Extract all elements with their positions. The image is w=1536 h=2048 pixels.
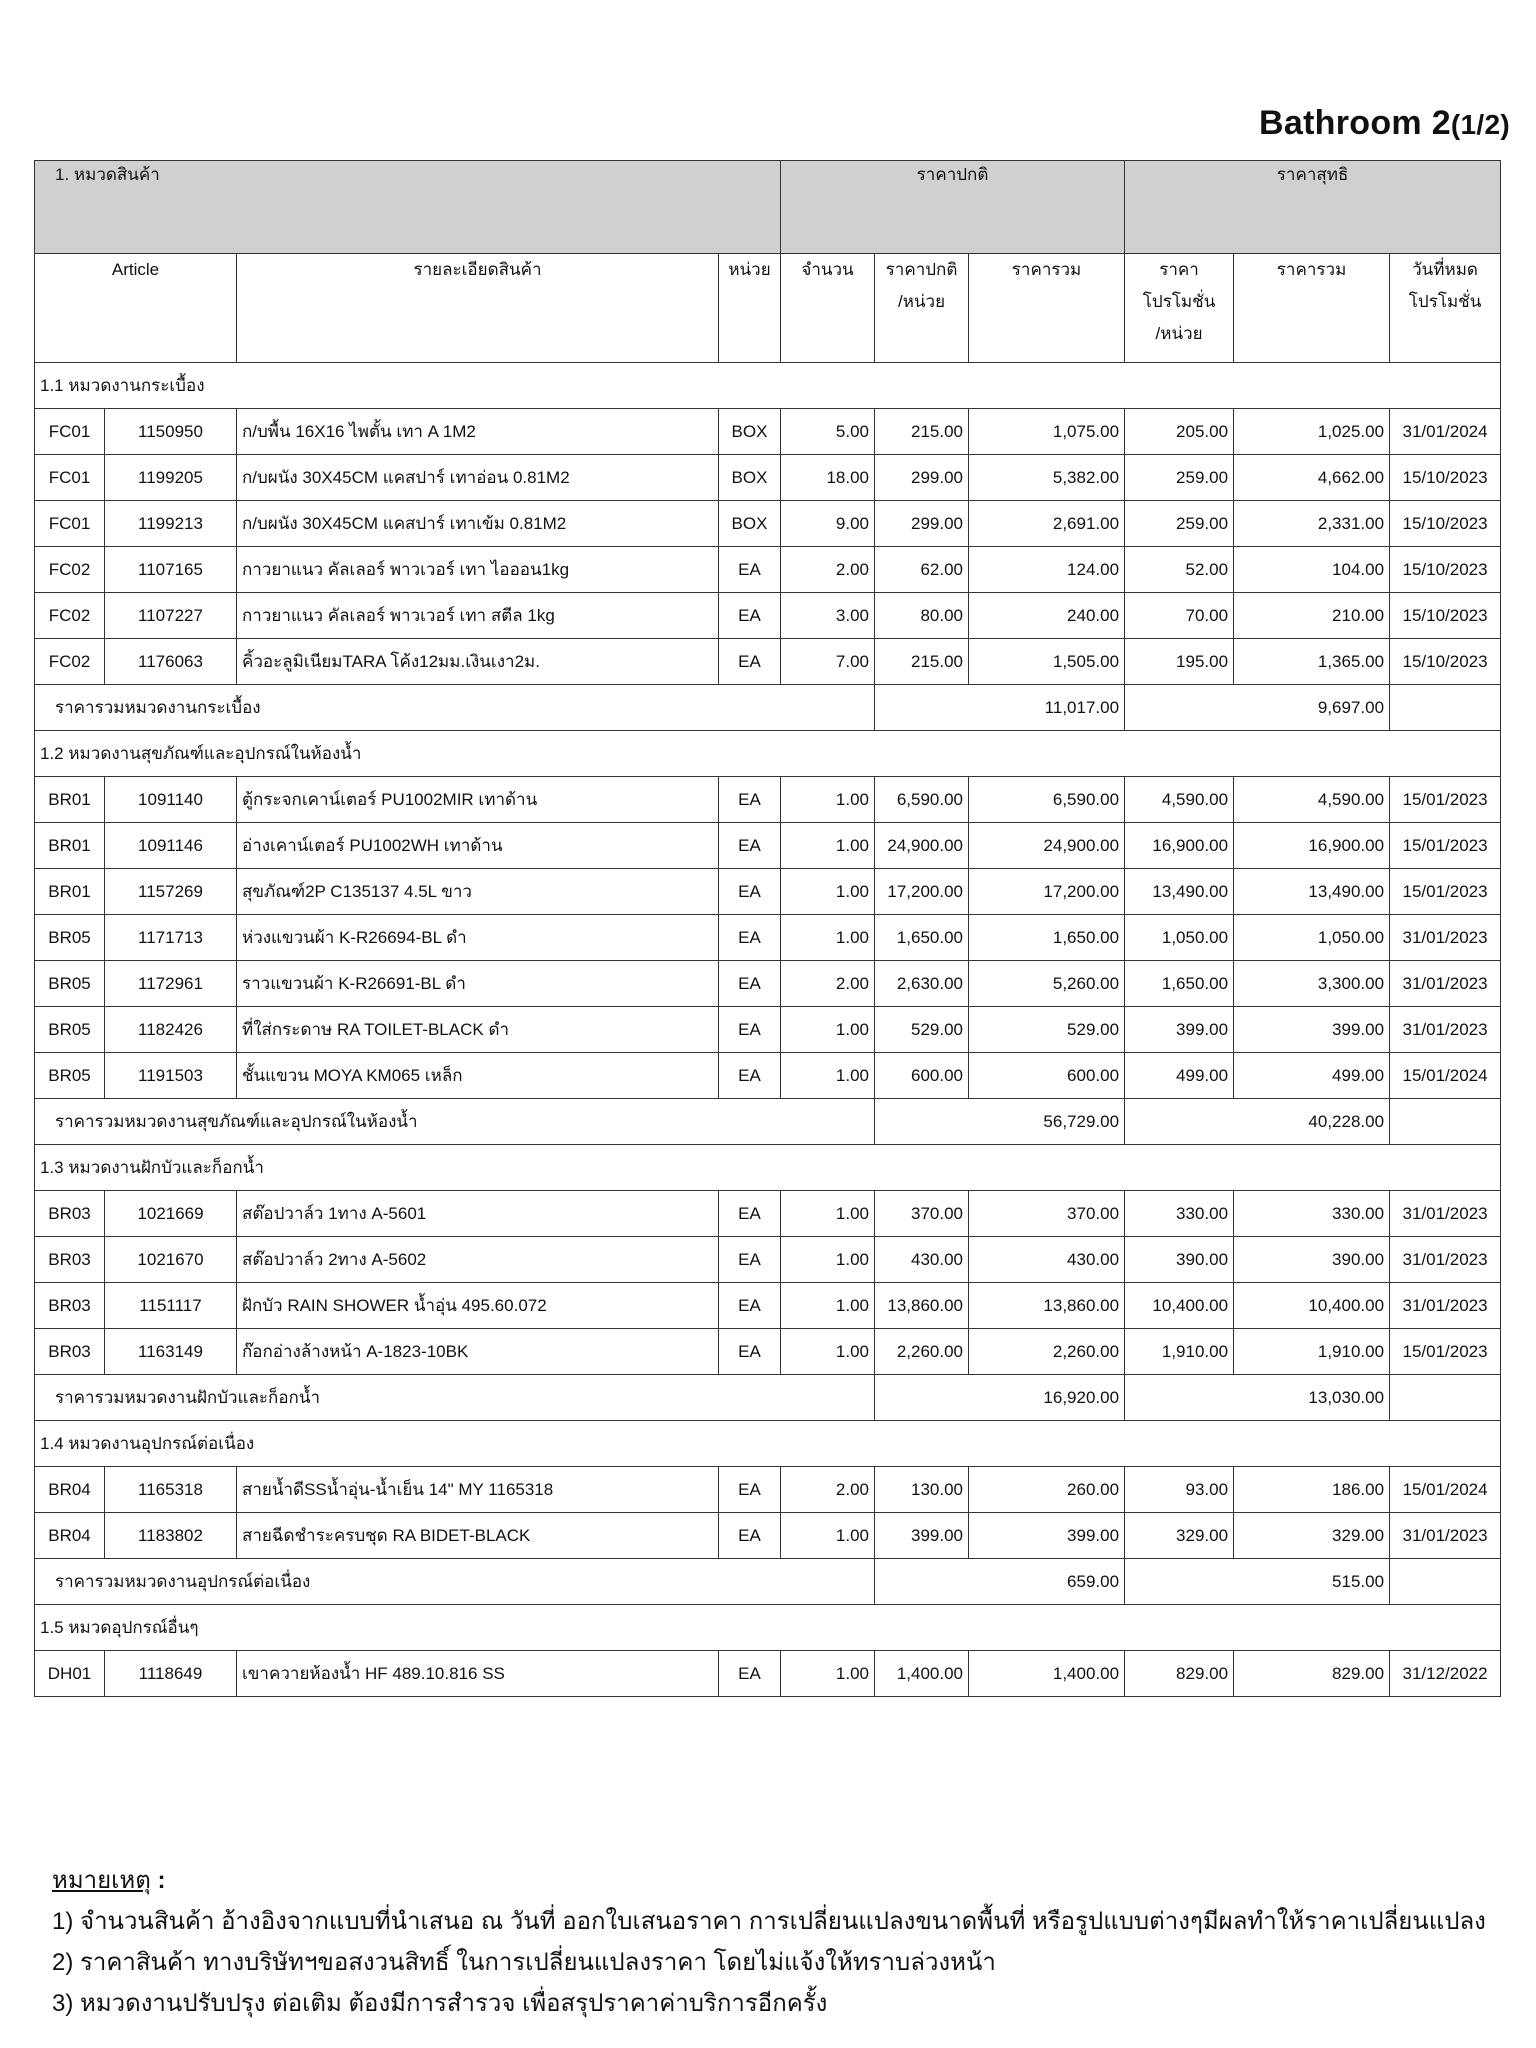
item-article: 1107227 [105,593,237,639]
subtotal-row [35,1559,1501,1605]
regular-unit-header-l2: /หน่วย [897,292,946,311]
subtotal-net: 515.00 [1125,1559,1390,1605]
item-description: ที่ใส่กระดาษ RA TOILET-BLACK ดำ [237,1007,719,1053]
note-line: 2) ราคาสินค้า ทางบริษัทฯขอสงวนสิทธิ์ ในการเปลี่ยนแปลงราคา โดยไม่แจ้งให้ทราบล่วงหน้า [52,1949,996,1976]
table-row [35,1007,1501,1053]
item-qty: 1.00 [781,777,875,823]
regular-unit-header-l1: ราคาปกติ [885,260,958,279]
section-header-row [35,1145,1501,1191]
item-unit: EA [719,961,781,1007]
item-article: 1021670 [105,1237,237,1283]
item-promo-total: 4,590.00 [1234,777,1390,823]
item-code: BR03 [35,1237,105,1283]
item-unit-price: 17,200.00 [875,869,969,915]
item-qty: 1.00 [781,823,875,869]
table-row [35,1237,1501,1283]
section-header-row [35,1605,1501,1651]
item-article: 1165318 [105,1467,237,1513]
item-unit: EA [719,1007,781,1053]
item-total: 5,260.00 [969,961,1125,1007]
item-description: ตู้กระจกเคาน์เตอร์ PU1002MIR เทาด้าน [237,777,719,823]
item-promo-price: 330.00 [1125,1191,1234,1237]
item-expiry: 31/01/2023 [1390,1513,1501,1559]
item-description: คิ้วอะลูมิเนียมTARA โค้ง12มม.เงินเงา2ม. [237,639,719,685]
item-total: 6,590.00 [969,777,1125,823]
table-row [35,593,1501,639]
item-code: FC02 [35,547,105,593]
item-total: 260.00 [969,1467,1125,1513]
subtotal-regular: 11,017.00 [875,685,1125,731]
item-code: DH01 [35,1651,105,1697]
item-total: 399.00 [969,1513,1125,1559]
item-total: 17,200.00 [969,869,1125,915]
item-qty: 1.00 [781,1191,875,1237]
item-total: 370.00 [969,1191,1125,1237]
regular-unit-header [875,254,969,363]
item-unit-price: 80.00 [875,593,969,639]
expiry-header-l2: โปรโมชั่น [1408,292,1482,311]
item-unit-price: 2,630.00 [875,961,969,1007]
page-title [1259,104,1510,143]
item-article: 1163149 [105,1329,237,1375]
item-description: ก/บผนัง 30X45CM แคสปาร์ เทาเข้ม 0.81M2 [237,501,719,547]
subtotal-label: ราคารวมหมวดงานอุปกรณ์ต่อเนื่อง [35,1559,875,1605]
subtotal-empty [1390,1559,1501,1605]
table-row [35,1191,1501,1237]
item-expiry: 15/01/2024 [1390,1467,1501,1513]
item-unit-price: 130.00 [875,1467,969,1513]
table-row [35,961,1501,1007]
section-title: 1.3 หมวดงานฝักบัวและก็อกน้ำ [35,1145,1501,1191]
item-article: 1172961 [105,961,237,1007]
expiry-header [1390,254,1501,363]
item-promo-price: 195.00 [1125,639,1234,685]
table-row [35,777,1501,823]
item-total: 2,691.00 [969,501,1125,547]
table-row [35,455,1501,501]
item-unit: EA [719,1467,781,1513]
item-expiry: 31/01/2023 [1390,961,1501,1007]
promo-unit-header [1125,254,1234,363]
item-article: 1171713 [105,915,237,961]
item-unit-price: 24,900.00 [875,823,969,869]
item-code: BR05 [35,961,105,1007]
item-promo-total: 10,400.00 [1234,1283,1390,1329]
item-qty: 1.00 [781,1007,875,1053]
item-code: BR04 [35,1467,105,1513]
subtotal-empty [1390,1375,1501,1421]
item-expiry: 31/01/2023 [1390,1007,1501,1053]
item-description: อ่างเคาน์เตอร์ PU1002WH เทาด้าน [237,823,719,869]
item-unit: EA [719,1237,781,1283]
item-promo-price: 829.00 [1125,1651,1234,1697]
section-title: 1.1 หมวดงานกระเบื้อง [35,363,1501,409]
table-row [35,869,1501,915]
subtotal-regular: 659.00 [875,1559,1125,1605]
item-unit: EA [719,915,781,961]
subtotal-label: ราคารวมหมวดงานกระเบื้อง [35,685,875,731]
item-promo-total: 186.00 [1234,1467,1390,1513]
item-unit-price: 13,860.00 [875,1283,969,1329]
table-row [35,639,1501,685]
item-promo-total: 399.00 [1234,1007,1390,1053]
item-qty: 3.00 [781,593,875,639]
item-description: เขาควายห้องน้ำ HF 489.10.816 SS [237,1651,719,1697]
item-promo-total: 330.00 [1234,1191,1390,1237]
promo-unit-header-l2: โปรโมชั่น [1142,292,1216,311]
subtotal-row [35,1375,1501,1421]
table-row [35,501,1501,547]
item-promo-total: 13,490.00 [1234,869,1390,915]
item-qty: 1.00 [781,1283,875,1329]
item-unit: EA [719,1053,781,1099]
item-article: 1191503 [105,1053,237,1099]
item-description: ราวแขวนผ้า K-R26691-BL ดำ [237,961,719,1007]
item-expiry: 15/01/2023 [1390,777,1501,823]
item-qty: 1.00 [781,1329,875,1375]
item-unit-price: 6,590.00 [875,777,969,823]
item-article: 1107165 [105,547,237,593]
table-row [35,547,1501,593]
table-row [35,1053,1501,1099]
item-promo-price: 259.00 [1125,455,1234,501]
section-title: 1.4 หมวดงานอุปกรณ์ต่อเนื่อง [35,1421,1501,1467]
promo-unit-header-l1: ราคา [1159,260,1199,279]
item-unit-price: 299.00 [875,455,969,501]
item-unit-price: 2,260.00 [875,1329,969,1375]
item-qty: 2.00 [781,547,875,593]
item-total: 1,650.00 [969,915,1125,961]
item-promo-price: 52.00 [1125,547,1234,593]
item-code: FC02 [35,593,105,639]
item-article: 1199213 [105,501,237,547]
item-promo-price: 16,900.00 [1125,823,1234,869]
price-table [34,160,1501,1697]
item-expiry: 31/01/2023 [1390,1191,1501,1237]
item-unit: EA [719,639,781,685]
net-price-header: ราคาสุทธิ [1125,161,1501,254]
item-unit: EA [719,823,781,869]
item-total: 1,400.00 [969,1651,1125,1697]
item-promo-price: 13,490.00 [1125,869,1234,915]
table-group-header [35,161,1501,254]
notes-title: หมายเหตุ [52,1867,151,1894]
item-promo-total: 329.00 [1234,1513,1390,1559]
item-unit: EA [719,1513,781,1559]
item-unit: EA [719,593,781,639]
item-article: 1021669 [105,1191,237,1237]
item-article: 1091140 [105,777,237,823]
item-promo-price: 1,050.00 [1125,915,1234,961]
qty-header: จำนวน [781,254,875,363]
item-promo-total: 829.00 [1234,1651,1390,1697]
item-article: 1182426 [105,1007,237,1053]
unit-header: หน่วย [719,254,781,363]
item-qty: 1.00 [781,1053,875,1099]
item-code: BR05 [35,1053,105,1099]
item-unit: EA [719,1191,781,1237]
item-promo-price: 1,650.00 [1125,961,1234,1007]
item-code: BR05 [35,915,105,961]
note-line: 1) จำนวนสินค้า อ้างอิงจากแบบที่นำเสนอ ณ วันที่ ออกใบเสนอราคา การเปลี่ยนแปลงขนาดพื้นที่ หรือรูปแบบต่างๆมีผลทำให้ราคาเปลี่ยนแปลง [52,1908,1486,1935]
item-unit: EA [719,1329,781,1375]
item-article: 1091146 [105,823,237,869]
item-promo-total: 1,910.00 [1234,1329,1390,1375]
promo-unit-header-l3: /หน่วย [1155,324,1203,343]
item-promo-total: 1,025.00 [1234,409,1390,455]
item-unit-price: 529.00 [875,1007,969,1053]
item-unit: EA [719,547,781,593]
regular-total-header: ราคารวม [969,254,1125,363]
item-article: 1150950 [105,409,237,455]
item-code: BR01 [35,777,105,823]
notes-colon: : [150,1867,166,1894]
item-unit: EA [719,1283,781,1329]
item-promo-total: 210.00 [1234,593,1390,639]
category-header: 1. หมวดสินค้า [35,161,781,254]
table-row [35,1651,1501,1697]
item-total: 2,260.00 [969,1329,1125,1375]
item-unit-price: 299.00 [875,501,969,547]
item-expiry: 15/01/2023 [1390,869,1501,915]
item-unit: BOX [719,455,781,501]
table-row [35,823,1501,869]
item-qty: 5.00 [781,409,875,455]
item-code: FC01 [35,501,105,547]
item-code: FC01 [35,455,105,501]
item-total: 13,860.00 [969,1283,1125,1329]
item-unit-price: 430.00 [875,1237,969,1283]
item-expiry: 15/01/2023 [1390,823,1501,869]
item-unit: EA [719,869,781,915]
item-promo-price: 390.00 [1125,1237,1234,1283]
item-qty: 7.00 [781,639,875,685]
item-unit-price: 399.00 [875,1513,969,1559]
item-article: 1118649 [105,1651,237,1697]
item-code: BR03 [35,1283,105,1329]
subtotal-regular: 16,920.00 [875,1375,1125,1421]
item-promo-total: 390.00 [1234,1237,1390,1283]
subtotal-empty [1390,1099,1501,1145]
item-qty: 1.00 [781,1237,875,1283]
item-total: 124.00 [969,547,1125,593]
item-qty: 1.00 [781,1651,875,1697]
item-qty: 1.00 [781,1513,875,1559]
note-line: 3) หมวดงานปรับปรุง ต่อเติม ต้องมีการสำรวจ เพื่อสรุปราคาค่าบริการอีกครั้ง [52,1990,828,2017]
item-promo-total: 2,331.00 [1234,501,1390,547]
table-row [35,1467,1501,1513]
item-description: ก/บพื้น 16X16 ไพตั้น เทา A 1M2 [237,409,719,455]
item-expiry: 31/01/2023 [1390,915,1501,961]
item-expiry: 15/01/2023 [1390,1329,1501,1375]
section-title: 1.2 หมวดงานสุขภัณฑ์และอุปกรณ์ในห้องน้ำ [35,731,1501,777]
item-promo-total: 104.00 [1234,547,1390,593]
item-total: 430.00 [969,1237,1125,1283]
item-unit: BOX [719,501,781,547]
item-promo-total: 1,365.00 [1234,639,1390,685]
item-code: BR03 [35,1329,105,1375]
item-unit-price: 62.00 [875,547,969,593]
section-header-row [35,1421,1501,1467]
item-promo-total: 499.00 [1234,1053,1390,1099]
item-promo-price: 399.00 [1125,1007,1234,1053]
regular-price-header: ราคาปกติ [781,161,1125,254]
item-expiry: 15/01/2024 [1390,1053,1501,1099]
item-expiry: 15/10/2023 [1390,547,1501,593]
item-unit: EA [719,777,781,823]
notes [52,1860,1486,2024]
item-unit: BOX [719,409,781,455]
item-qty: 2.00 [781,1467,875,1513]
item-qty: 18.00 [781,455,875,501]
item-qty: 1.00 [781,869,875,915]
item-article: 1183802 [105,1513,237,1559]
table-row [35,1329,1501,1375]
item-unit-price: 1,650.00 [875,915,969,961]
item-total: 24,900.00 [969,823,1125,869]
item-description: สต๊อปวาล์ว 2ทาง A-5602 [237,1237,719,1283]
item-expiry: 31/12/2022 [1390,1651,1501,1697]
item-description: กาวยาแนว คัลเลอร์ พาวเวอร์ เทา สตีล 1kg [237,593,719,639]
item-article: 1176063 [105,639,237,685]
item-code: FC02 [35,639,105,685]
page-title-main: Bathroom 2 [1259,104,1451,142]
item-description: ห่วงแขวนผ้า K-R26694-BL ดำ [237,915,719,961]
expiry-header-l1: วันที่หมด [1412,260,1478,279]
subtotal-label: ราคารวมหมวดงานสุขภัณฑ์และอุปกรณ์ในห้องน้ำ [35,1099,875,1145]
subtotal-regular: 56,729.00 [875,1099,1125,1145]
item-promo-price: 93.00 [1125,1467,1234,1513]
item-promo-price: 329.00 [1125,1513,1234,1559]
item-description: สายน้ำดีSSน้ำอุ่น-น้ำเย็น 14" MY 1165318 [237,1467,719,1513]
item-expiry: 31/01/2023 [1390,1237,1501,1283]
item-total: 5,382.00 [969,455,1125,501]
page-title-part: (1/2) [1450,109,1510,140]
item-unit-price: 215.00 [875,639,969,685]
item-total: 1,075.00 [969,409,1125,455]
item-code: FC01 [35,409,105,455]
table-row [35,1513,1501,1559]
item-promo-price: 70.00 [1125,593,1234,639]
section-header-row [35,731,1501,777]
subtotal-net: 9,697.00 [1125,685,1390,731]
item-promo-price: 10,400.00 [1125,1283,1234,1329]
item-total: 529.00 [969,1007,1125,1053]
item-description: ก๊อกอ่างล้างหน้า A-1823-10BK [237,1329,719,1375]
section-title: 1.5 หมวดอุปกรณ์อื่นๆ [35,1605,1501,1651]
item-promo-total: 4,662.00 [1234,455,1390,501]
item-description: ชั้นแขวน MOYA KM065 เหล็ก [237,1053,719,1099]
section-header-row [35,363,1501,409]
item-qty: 9.00 [781,501,875,547]
item-promo-price: 259.00 [1125,501,1234,547]
table-row [35,1283,1501,1329]
item-expiry: 15/10/2023 [1390,639,1501,685]
item-unit-price: 370.00 [875,1191,969,1237]
item-total: 1,505.00 [969,639,1125,685]
item-qty: 1.00 [781,915,875,961]
table-row [35,409,1501,455]
item-promo-price: 1,910.00 [1125,1329,1234,1375]
item-unit-price: 600.00 [875,1053,969,1099]
item-code: BR04 [35,1513,105,1559]
promo-total-header: ราคารวม [1234,254,1390,363]
item-description: สต๊อปวาล์ว 1ทาง A-5601 [237,1191,719,1237]
subtotal-row [35,685,1501,731]
item-expiry: 15/10/2023 [1390,501,1501,547]
item-expiry: 31/01/2023 [1390,1283,1501,1329]
item-promo-total: 3,300.00 [1234,961,1390,1007]
item-description: กาวยาแนว คัลเลอร์ พาวเวอร์ เทา ไอออน1kg [237,547,719,593]
item-total: 600.00 [969,1053,1125,1099]
item-code: BR01 [35,869,105,915]
subtotal-empty [1390,685,1501,731]
table-row [35,915,1501,961]
item-promo-price: 205.00 [1125,409,1234,455]
subtotal-row [35,1099,1501,1145]
subtotal-net: 40,228.00 [1125,1099,1390,1145]
item-article: 1157269 [105,869,237,915]
item-expiry: 15/10/2023 [1390,593,1501,639]
item-promo-total: 16,900.00 [1234,823,1390,869]
table-column-header [35,254,1501,363]
item-expiry: 31/01/2024 [1390,409,1501,455]
item-description: ฝักบัว RAIN SHOWER น้ำอุ่น 495.60.072 [237,1283,719,1329]
subtotal-net: 13,030.00 [1125,1375,1390,1421]
notes-heading [52,1860,1486,1901]
item-total: 240.00 [969,593,1125,639]
item-unit-price: 1,400.00 [875,1651,969,1697]
item-promo-total: 1,050.00 [1234,915,1390,961]
item-article: 1151117 [105,1283,237,1329]
item-description: สายฉีดชำระครบชุด RA BIDET-BLACK [237,1513,719,1559]
item-promo-price: 499.00 [1125,1053,1234,1099]
item-unit-price: 215.00 [875,409,969,455]
item-article: 1199205 [105,455,237,501]
item-code: BR03 [35,1191,105,1237]
item-unit: EA [719,1651,781,1697]
description-header: รายละเอียดสินค้า [237,254,719,363]
item-promo-price: 4,590.00 [1125,777,1234,823]
article-header: Article [35,254,237,363]
item-description: ก/บผนัง 30X45CM แคสปาร์ เทาอ่อน 0.81M2 [237,455,719,501]
subtotal-label: ราคารวมหมวดงานฝักบัวและก็อกน้ำ [35,1375,875,1421]
item-description: สุขภัณฑ์2P C135137 4.5L ขาว [237,869,719,915]
item-qty: 2.00 [781,961,875,1007]
item-code: BR01 [35,823,105,869]
item-code: BR05 [35,1007,105,1053]
item-expiry: 15/10/2023 [1390,455,1501,501]
